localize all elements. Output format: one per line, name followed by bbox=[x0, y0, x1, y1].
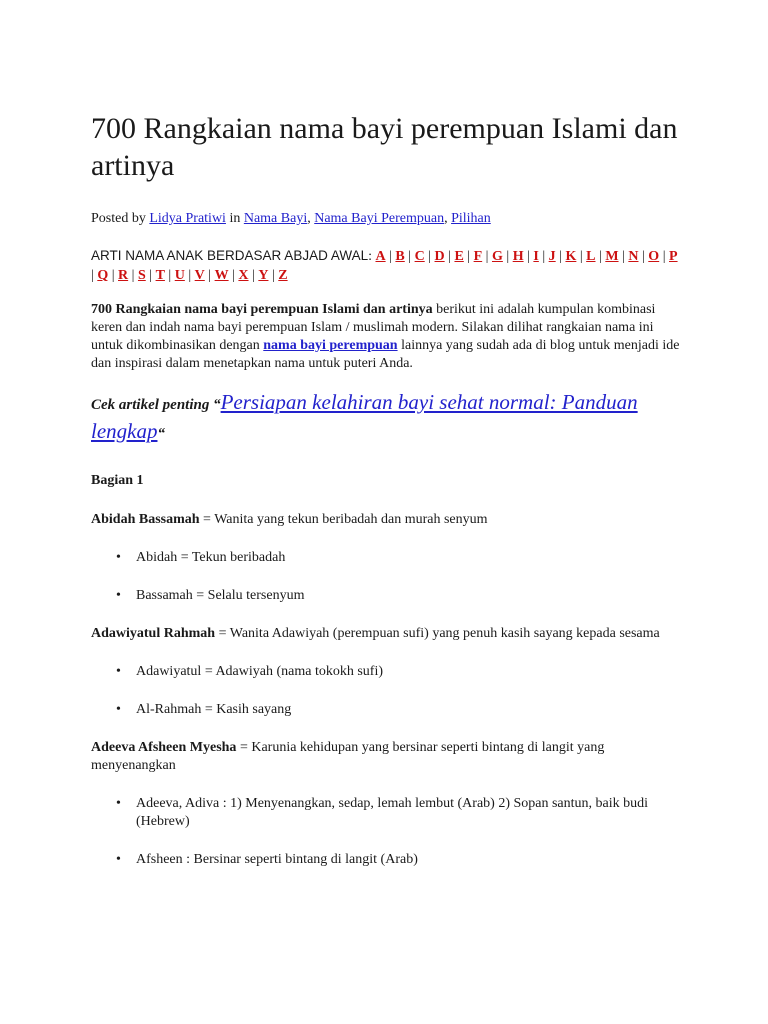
list-item bbox=[116, 795, 681, 831]
posted-by-label: Posted by bbox=[91, 211, 146, 226]
bullet-icon: • bbox=[116, 796, 121, 811]
abjad-letter-r[interactable]: R bbox=[118, 268, 129, 283]
persiapan-kelahiran-link[interactable]: Persiapan kelahiran bayi sehat normal: Panduan lengkap bbox=[91, 390, 638, 443]
list-item-text: Abidah = Tekun beribadah bbox=[136, 550, 286, 565]
abjad-letter-m[interactable]: M bbox=[605, 249, 619, 264]
abjad-letter-t[interactable]: T bbox=[155, 268, 165, 283]
intro-text-2: lainnya yang sudah ada di blog untuk menjadi ide dan inspirasi dalam menetapkan nama untuk puteri Anda. bbox=[91, 338, 680, 371]
abjad-letter-u[interactable]: U bbox=[174, 268, 185, 283]
abjad-letter-d[interactable]: D bbox=[434, 249, 445, 264]
entry-meaning: = Karunia kehidupan yang bersinar seperti bintang di langit yang menyenangkan bbox=[91, 740, 605, 773]
page-title: 700 Rangkaian nama bayi perempuan Islami dan artinya bbox=[91, 112, 678, 182]
list-item-text: Bassamah = Selalu tersenyum bbox=[136, 588, 305, 603]
list-item-text: Adeeva, Adiva : 1) Menyenangkan, sedap, lemah lembut (Arab) 2) Sopan santun, baik budi (Hebrew) bbox=[136, 796, 649, 829]
abjad-letter-p[interactable]: P bbox=[669, 249, 678, 264]
list-item bbox=[116, 851, 681, 869]
bullet-icon: • bbox=[116, 664, 121, 679]
abjad-letter-v[interactable]: V bbox=[194, 268, 205, 283]
in-label: in bbox=[229, 211, 241, 226]
intro-bold: 700 Rangkaian nama bayi perempuan Islami dan artinya bbox=[91, 302, 433, 317]
post-meta: Posted by Lidya Pratiwi in Nama Bayi, Nama Bayi Perempuan, Pilihan bbox=[91, 211, 491, 226]
abjad-letter-s[interactable]: S bbox=[137, 268, 146, 283]
cek-artikel bbox=[91, 389, 681, 447]
cek-prefix: Cek artikel penting “ bbox=[91, 397, 221, 413]
category-link-nama-bayi[interactable]: Nama Bayi bbox=[243, 211, 308, 226]
abjad-letter-k[interactable]: K bbox=[565, 249, 577, 264]
list-item bbox=[116, 663, 681, 681]
abjad-letter-e[interactable]: E bbox=[454, 249, 464, 264]
category-link-nama-bayi-perempuan[interactable]: Nama Bayi Perempuan bbox=[314, 211, 445, 226]
bullet-icon: • bbox=[116, 852, 121, 867]
entry-name: Abidah Bassamah bbox=[91, 512, 200, 527]
abjad-letter-y[interactable]: Y bbox=[258, 268, 269, 283]
abjad-letter-j[interactable]: J bbox=[548, 249, 556, 264]
abjad-letter-b[interactable]: B bbox=[395, 249, 405, 264]
abjad-letter-f[interactable]: F bbox=[473, 249, 483, 264]
entry-breakdown-list bbox=[91, 795, 681, 869]
intro-paragraph bbox=[91, 301, 681, 373]
abjad-letter-q[interactable]: Q bbox=[97, 268, 109, 283]
entry-breakdown-list bbox=[91, 663, 681, 719]
list-item bbox=[116, 549, 681, 567]
list-item-text: Afsheen : Bersinar seperti bintang di langit (Arab) bbox=[136, 852, 418, 867]
abjad-letter-w[interactable]: W bbox=[214, 268, 229, 283]
author-link[interactable]: Lidya Pratiwi bbox=[149, 211, 226, 226]
abjad-letter-o[interactable]: O bbox=[648, 249, 660, 264]
abjad-index: ARTI NAMA ANAK BERDASAR ABJAD AWAL: A | B | C | D | E | F | G | H | I | J | K | L | M | N | O | P | Q | R | S | T | U | V | W | X | Y | Z bbox=[91, 248, 678, 283]
abjad-letter-list: A | B | C | D | E | F | G | H | I | J | K | L | M | N | O | P | Q | R | S | T | U | V | W | X | Y | Z bbox=[91, 249, 678, 283]
name-entry bbox=[91, 625, 681, 643]
nama-bayi-perempuan-link[interactable]: nama bayi perempuan bbox=[263, 338, 398, 353]
abjad-letter-g[interactable]: G bbox=[491, 249, 503, 264]
list-item bbox=[116, 587, 681, 605]
list-item-text: Al-Rahmah = Kasih sayang bbox=[136, 702, 292, 717]
abjad-letter-n[interactable]: N bbox=[628, 249, 639, 264]
list-item-text: Adawiyatul = Adawiyah (nama tokokh sufi) bbox=[136, 664, 384, 679]
entry-name: Adawiyatul Rahmah bbox=[91, 626, 216, 641]
abjad-label: ARTI NAMA ANAK BERDASAR ABJAD AWAL bbox=[91, 248, 369, 263]
category-link-pilihan[interactable]: Pilihan bbox=[451, 211, 491, 226]
name-entry bbox=[91, 511, 681, 529]
cek-suffix: “ bbox=[157, 426, 165, 442]
list-item bbox=[116, 701, 681, 719]
bullet-icon: • bbox=[116, 702, 121, 717]
entry-name: Adeeva Afsheen Myesha bbox=[91, 740, 237, 755]
abjad-letter-a[interactable]: A bbox=[375, 249, 386, 264]
name-entry bbox=[91, 739, 681, 775]
article bbox=[91, 110, 681, 889]
abjad-letter-z[interactable]: Z bbox=[278, 268, 288, 283]
abjad-letter-h[interactable]: H bbox=[512, 249, 524, 264]
abjad-letter-x[interactable]: X bbox=[238, 268, 249, 283]
intro-text-1: berikut ini adalah kumpulan kombinasi keren dan indah nama bayi perempuan Islam / muslimah modern. Silakan dilihat rangkaian nama ini untuk dikombinasikan dengan bbox=[91, 302, 656, 353]
section-heading: Bagian 1 bbox=[91, 473, 144, 488]
entry-meaning: = Wanita Adawiyah (perempuan sufi) yang penuh kasih sayang kepada sesama bbox=[215, 626, 660, 641]
entry-breakdown-list bbox=[91, 549, 681, 605]
bullet-icon: • bbox=[116, 588, 121, 603]
abjad-letter-i[interactable]: I bbox=[533, 249, 539, 264]
entry-meaning: = Wanita yang tekun beribadah dan murah senyum bbox=[199, 512, 488, 527]
bullet-icon: • bbox=[116, 550, 121, 565]
abjad-letter-l[interactable]: L bbox=[586, 249, 596, 264]
abjad-letter-c[interactable]: C bbox=[414, 249, 425, 264]
